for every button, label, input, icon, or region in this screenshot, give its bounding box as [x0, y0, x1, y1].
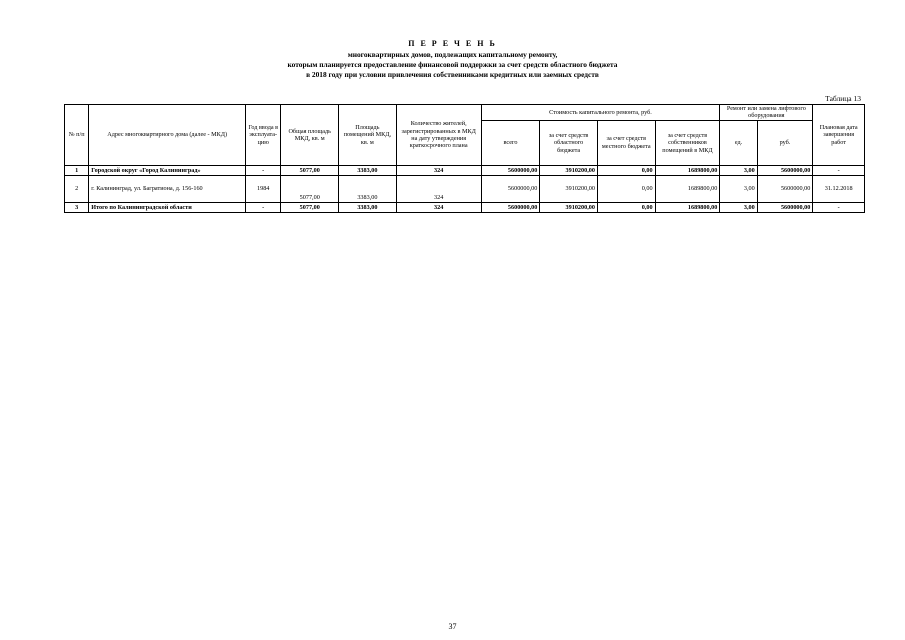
table-row	[65, 202, 865, 212]
cell-residents: 324	[396, 175, 481, 202]
cell-plan-date: -	[813, 202, 865, 212]
cell-address: Итого по Калининградской области	[89, 202, 246, 212]
header-cost-group: Стоимость капитального ремонта, руб.	[481, 105, 720, 121]
title-line-3: которым планируется предоставление финансовой поддержки за счет средств областного бюджета	[287, 60, 618, 69]
header-address: Адрес многоквартирного дома (далее - МКД)	[89, 105, 246, 166]
cell-address: Городской округ «Город Калининград»	[89, 165, 246, 175]
header-cost-owners: за счет средств собственников помещений в МКД	[655, 120, 720, 165]
cell-lift-rub: 5600000,00	[757, 175, 813, 202]
title-heading: П Е Р Е Ч Е Н Ь	[408, 39, 497, 48]
cell-cost-local: 0,00	[597, 165, 655, 175]
table-header	[65, 105, 865, 166]
cell-room-area: 3383,00	[339, 175, 397, 202]
cell-lift-units: 3,00	[720, 175, 757, 202]
cell-cost-regional: 3910200,00	[540, 175, 598, 202]
header-total-area: Общая площадь МКД, кв. м	[281, 105, 339, 166]
housing-repair-table	[64, 104, 865, 213]
cell-residents: 324	[396, 202, 481, 212]
cell-cost-local: 0,00	[597, 175, 655, 202]
cell-lift-units: 3,00	[720, 165, 757, 175]
table-row	[65, 165, 865, 175]
cell-lift-rub: 5600000,00	[757, 165, 813, 175]
header-year: Год ввода в эксплуата-цию	[246, 105, 281, 166]
cell-total-area: 5077,00	[281, 165, 339, 175]
cell-num: 3	[65, 202, 89, 212]
cell-cost-owners: 1689800,00	[655, 202, 720, 212]
header-plan-date: Плановая дата завершения работ	[813, 105, 865, 166]
header-residents: Количество жителей, зарегистрированных в МКД на дату утверждения краткосрочного плана	[396, 105, 481, 166]
table-label: Таблица 13	[825, 94, 861, 103]
cell-cost-owners: 1689800,00	[655, 165, 720, 175]
document-title	[0, 39, 905, 80]
cell-room-area: 3383,00	[339, 165, 397, 175]
cell-lift-units: 3,00	[720, 202, 757, 212]
header-cost-regional: за счет средств областного бюджета	[540, 120, 598, 165]
cell-cost-owners: 1689800,00	[655, 175, 720, 202]
cell-total-area: 5077,00	[281, 175, 339, 202]
header-room-area: Площадь помещений МКД, кв. м	[339, 105, 397, 166]
cell-cost-regional: 3910200,00	[540, 165, 598, 175]
header-cost-total: всего	[481, 120, 540, 165]
header-lift-rub: руб.	[757, 120, 813, 165]
title-line-2: многоквартирных домов, подлежащих капитальному ремонту,	[347, 50, 558, 59]
cell-total-area: 5077,00	[281, 202, 339, 212]
cell-lift-rub: 5600000,00	[757, 202, 813, 212]
cell-room-area: 3383,00	[339, 202, 397, 212]
header-num: № п/п	[65, 105, 89, 166]
cell-cost-total: 5600000,00	[481, 165, 540, 175]
cell-residents: 324	[396, 165, 481, 175]
cell-plan-date: -	[813, 165, 865, 175]
cell-cost-total: 5600000,00	[481, 175, 540, 202]
cell-year: 1984	[246, 175, 281, 202]
cell-year: -	[246, 202, 281, 212]
cell-cost-local: 0,00	[597, 202, 655, 212]
cell-cost-regional: 3910200,00	[540, 202, 598, 212]
cell-year: -	[246, 165, 281, 175]
header-cost-local: за счет средств местного бюджета	[597, 120, 655, 165]
cell-num: 1	[65, 165, 89, 175]
title-line-4: в 2018 году при условии привлечения собственниками кредитных или заемных средств	[306, 70, 599, 79]
cell-cost-total: 5600000,00	[481, 202, 540, 212]
cell-address: г. Калининград, ул. Багратиона, д. 156-160	[89, 175, 246, 202]
page-number: 37	[448, 622, 457, 631]
cell-num: 2	[65, 175, 89, 202]
cell-plan-date: 31.12.2018	[813, 175, 865, 202]
header-lift-group: Ремонт или замена лифтового оборудования	[720, 105, 813, 121]
header-lift-units: ед.	[720, 120, 757, 165]
table-row	[65, 175, 865, 202]
